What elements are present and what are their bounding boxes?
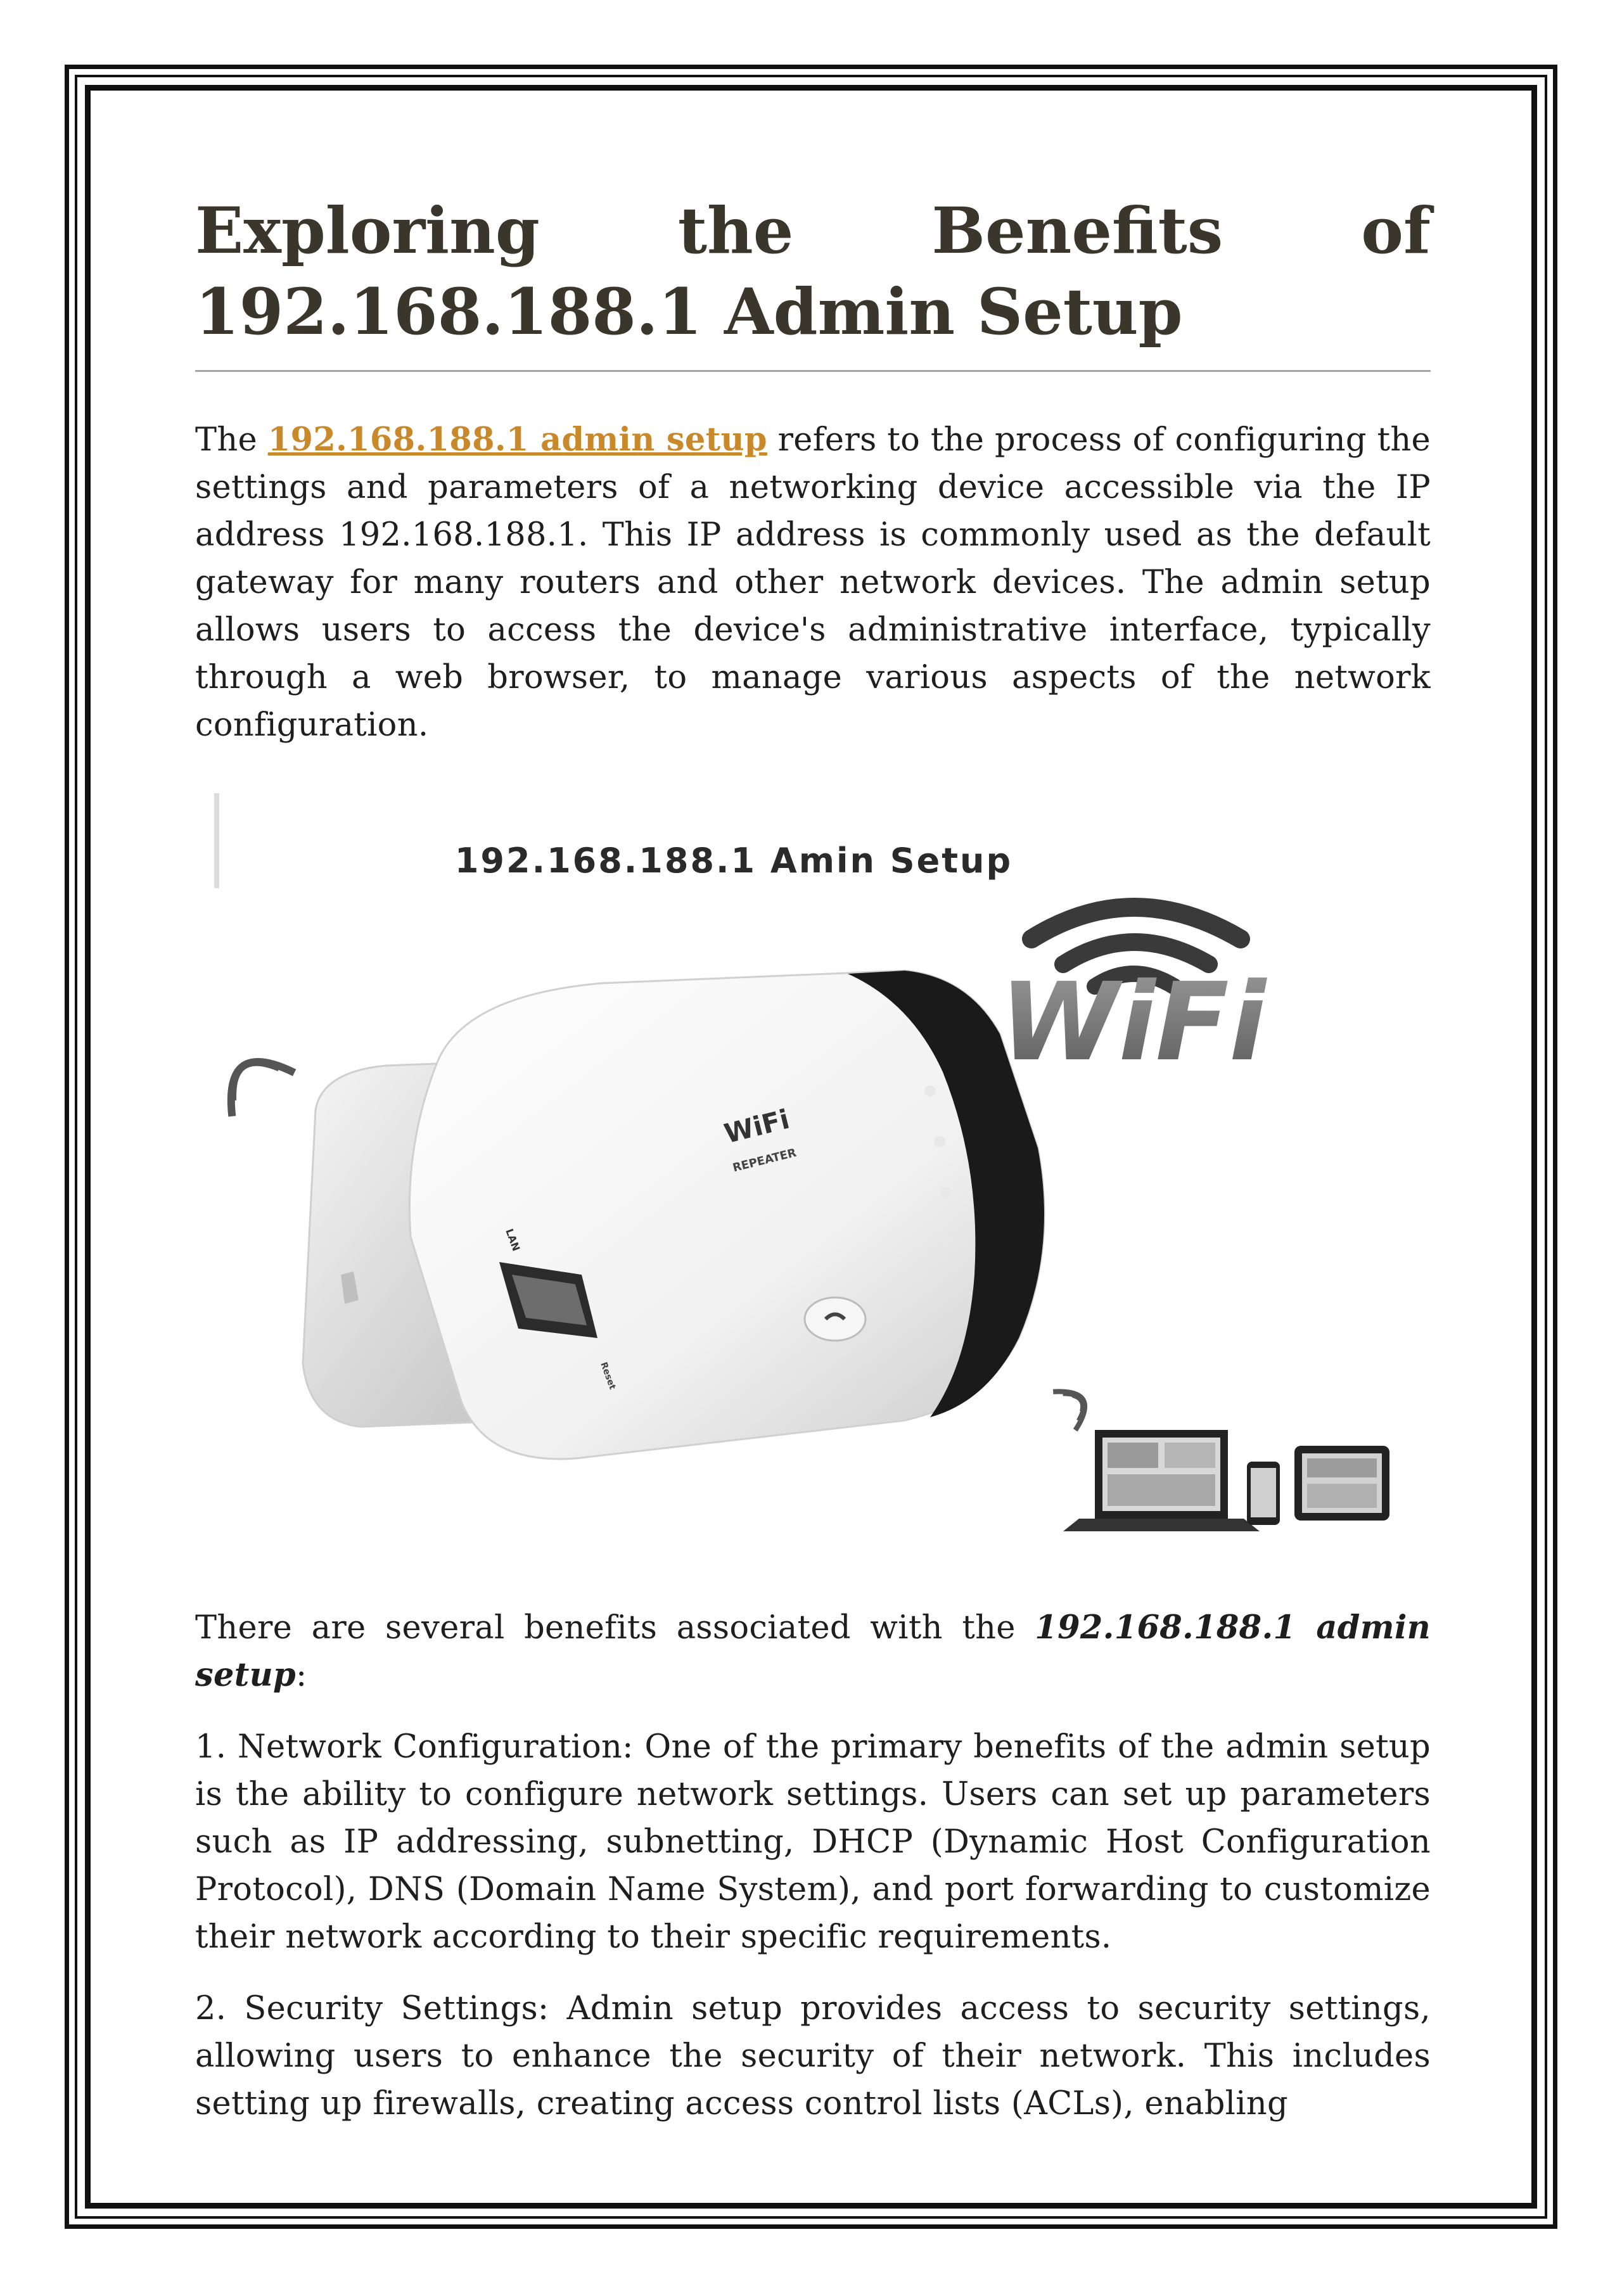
image-edge-mark [214,793,219,888]
intro-prefix: The [195,421,268,459]
benefit-item-security-settings: 2. Security Settings: Admin setup provides access to security settings, allowing users to enhance the security of their network. This includes setting up firewalls, creating access control lists (ACLs), enabling [195,1990,1431,2122]
benefit-item-network-configuration: 1. Network Configuration: One of the primary benefits of the admin setup is the ability to configure network settings. Users can set up parameters such as IP addressing, subnetting, DHCP (Dynamic Host Configuration Protocol), DNS (Domain Name System), and port forwarding to customize their network according to their specific requirements. [195,1728,1431,1956]
power-led-icon [924,1085,936,1097]
lan-led-icon [944,1237,953,1246]
intro-paragraph [195,416,1431,749]
illustration-svg [195,793,1431,1566]
wps-led-icon [940,1187,952,1198]
signal-right-icon [1053,1381,1094,1430]
intro-suffix: refers to the process of configuring the settings and parameters of a networking device accessible via the IP address 192.168.188.1. This IP address is commonly used as the default gateway for many routers and other network devices. The admin setup allows users to access the device's administrative interface, typically through a web browser, to manage various aspects of the network configuration. [195,421,1431,744]
wps-button-icon [805,1298,865,1341]
device-brand-label: WiFi [721,1103,793,1150]
benefits-intro-prefix: There are several benefits associated with the [195,1609,1035,1647]
benefits-intro-suffix: : [295,1657,307,1694]
benefits-intro [195,1604,1431,1699]
repeater-device [303,971,1044,1459]
figure-caption: 192.168.188.1 Amin Setup [454,841,1013,881]
client-devices-icon [1063,1430,1389,1531]
repeater-illustration [195,793,1431,1566]
lan-port-label: LAN [503,1227,523,1253]
page-title: Exploring the Benefits of 192.168.188.1 Admin Setup [195,190,1431,372]
article [195,190,1431,2127]
wifi-logo-icon [1000,907,1268,1085]
device-sub-label: REPEATER [731,1146,798,1175]
reset-label: Reset [598,1360,618,1391]
benefits-intro-emphasis: 192.168.188.1 admin setup [195,1609,1431,1694]
wifi-logo-text: WiFi [999,960,1267,1085]
wifi-led-icon [934,1136,945,1147]
signal-left-icon [212,1044,295,1116]
admin-setup-link[interactable]: 192.168.188.1 admin setup [267,421,767,459]
